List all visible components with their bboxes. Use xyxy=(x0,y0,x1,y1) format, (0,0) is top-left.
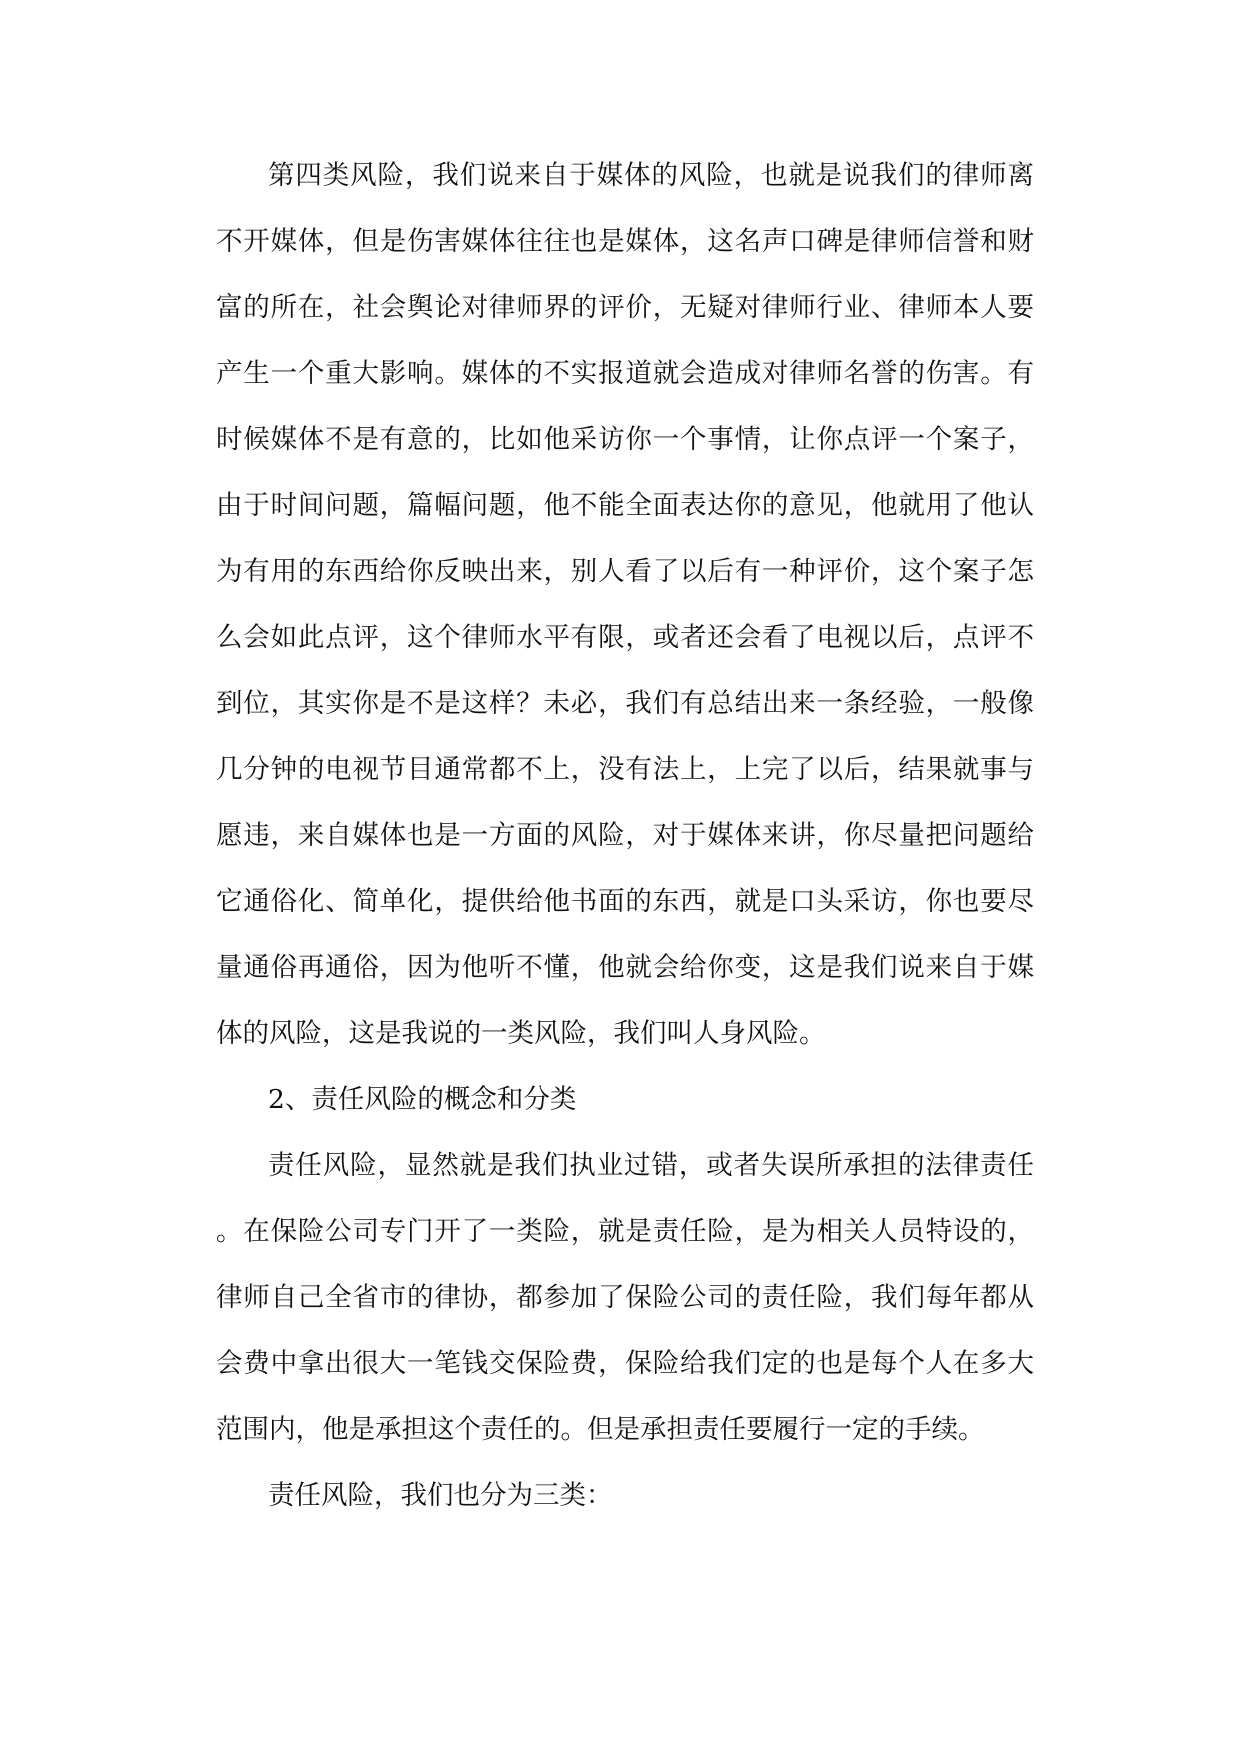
paragraph-line: 第四类风险，我们说来自于媒体的风险，也就是说我们的律师离 xyxy=(268,160,1034,191)
section-heading: 2、责任风险的概念和分类 xyxy=(268,1084,577,1115)
paragraph-line: 为有用的东西给你反映出来，别人看了以后有一种评价，这个案子怎 xyxy=(216,556,1034,587)
paragraph-line: 由于时间问题，篇幅问题，他不能全面表达你的意见，他就用了他认 xyxy=(216,490,1034,521)
paragraph-line: 量通俗再通俗，因为他听不懂，他就会给你变，这是我们说来自于媒 xyxy=(216,952,1034,983)
paragraph-line: 产生一个重大影响。媒体的不实报道就会造成对律师名誉的伤害。有 xyxy=(216,358,1034,389)
paragraph-line: 。在保险公司专门开了一类险，就是责任险，是为相关人员特设的， xyxy=(216,1216,1034,1247)
paragraph-line: 它通俗化、简单化，提供给他书面的东西，就是口头采访，你也要尽 xyxy=(216,886,1034,917)
paragraph-line: 体的风险，这是我说的一类风险，我们叫人身风险。 xyxy=(216,1018,826,1049)
paragraph-line: 律师自己全省市的律协，都参加了保险公司的责任险，我们每年都从 xyxy=(216,1282,1034,1313)
paragraph-line: 几分钟的电视节目通常都不上，没有法上，上完了以后，结果就事与 xyxy=(216,754,1034,785)
paragraph-line: 不开媒体，但是伤害媒体往往也是媒体，这名声口碑是律师信誉和财 xyxy=(216,226,1034,257)
paragraph-line: 富的所在，社会舆论对律师界的评价，无疑对律师行业、律师本人要 xyxy=(216,292,1034,323)
paragraph-line: 责任风险，我们也分为三类： xyxy=(268,1480,613,1511)
document-body xyxy=(216,154,1034,1540)
paragraph-line: 到位，其实你是不是这样？未必，我们有总结出来一条经验，一般像 xyxy=(216,688,1034,719)
paragraph-line: 么会如此点评，这个律师水平有限，或者还会看了电视以后，点评不 xyxy=(216,622,1034,653)
paragraph-line: 范围内，他是承担这个责任的。但是承担责任要履行一定的手续。 xyxy=(216,1414,985,1445)
paragraph-line: 会费中拿出很大一笔钱交保险费，保险给我们定的也是每个人在多大 xyxy=(216,1348,1034,1379)
paragraph-line: 责任风险，显然就是我们执业过错，或者失误所承担的法律责任 xyxy=(268,1150,1034,1181)
paragraph-line: 时候媒体不是有意的，比如他采访你一个事情，让你点评一个案子， xyxy=(216,424,1034,455)
paragraph-line: 愿违，来自媒体也是一方面的风险，对于媒体来讲，你尽量把问题给 xyxy=(216,820,1034,851)
